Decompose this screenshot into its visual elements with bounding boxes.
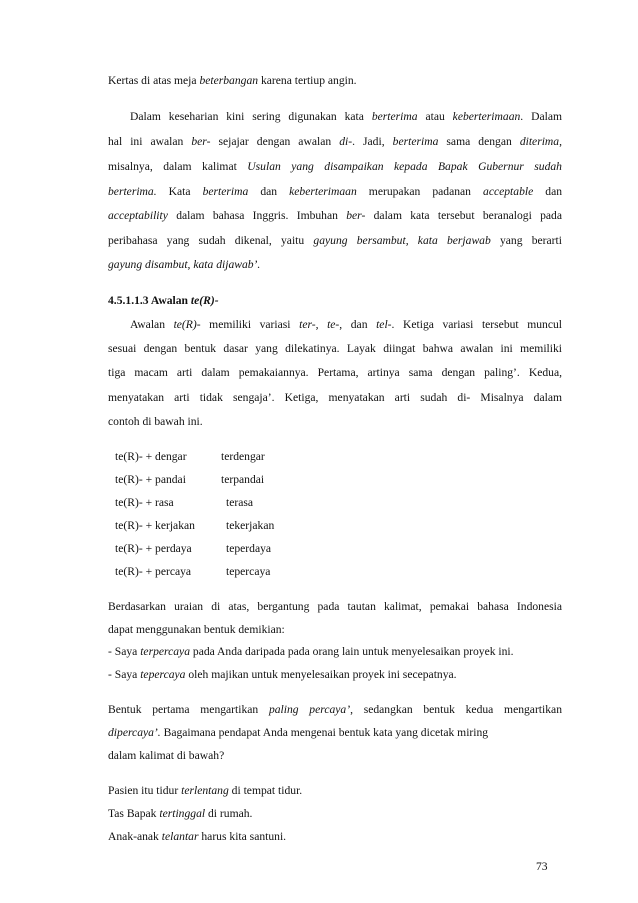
page-number: 73 [536,860,548,873]
question-sentence: Pasien itu tidur terlentang di tempat tidur. [108,784,303,797]
paragraph-berdasar-line-2: dapat menggunakan bentuk demikian: [108,623,285,636]
paragraph-ter-line-2: sesuai dengan bentuk dasar yang dilekatinya. Layak diingat bahwa awalan ini memiliki [108,342,562,355]
paragraph-ter-line-4: menyatakan arti tidak sengaja’. Ketiga, menyatakan arti sudah di- Misalnya dalam [108,391,562,404]
section-heading: 4.5.1.1.3 Awalan te(R)- [108,294,219,307]
paragraph-berterima-line-3: misalnya, dalam kalimat Usulan yang disampaikan kepada Bapak Gubernur sudah [108,160,562,173]
paragraph-berterima-line-5: acceptability dalam bahasa Inggris. Imbuhan ber- dalam kata tersebut beranalogi pada [108,209,562,222]
example-sentence-tepercaya: - Saya tepercaya oleh majikan untuk menyelesaikan proyek ini secepatnya. [108,668,457,681]
paragraph-bentuk-line-3: dalam kalimat di bawah? [108,749,225,762]
paragraph-bentuk-line-1: Bentuk pertama mengartikan paling percaya’, sedangkan bentuk kedua mengartikan [108,703,562,716]
paragraph-ter-line-1: Awalan te(R)- memiliki variasi ter-, te-, dan tel-. Ketiga variasi tersebut muncul [130,318,562,331]
example-row: te(R)- + percaya tepercaya [115,565,271,578]
paragraph-berterima-line-7: gayung disambut, kata dijawab’. [108,258,261,271]
example-row: te(R)- + dengar terdengar [115,450,265,463]
question-sentence: Tas Bapak tertinggal di rumah. [108,807,253,820]
paragraph-berterima-line-1: Dalam keseharian kini sering digunakan kata berterima atau keberterimaan. Dalam [130,110,562,123]
paragraph-berdasar-line-1: Berdasarkan uraian di atas, bergantung pada tautan kalimat, pemakai bahasa Indonesia [108,600,562,613]
paragraph-ter-line-3: tiga macam arti dalam pemakaiannya. Pertama, artinya sama dengan paling’. Kedua, [108,366,562,379]
example-row: te(R)- + rasa terasa [115,496,254,509]
intro-sentence: Kertas di atas meja beterbangan karena tertiup angin. [108,74,357,87]
example-row: te(R)- + kerjakan tekerjakan [115,519,275,532]
question-sentence: Anak-anak telantar harus kita santuni. [108,830,287,843]
paragraph-bentuk-line-2: dipercaya’. Bagaimana pendapat Anda mengenai bentuk kata yang dicetak miring [108,726,489,739]
paragraph-berterima-line-4: berterima. Kata berterima dan keberterimaan merupakan padanan acceptable dan [108,185,562,198]
paragraph-ter-line-5: contoh di bawah ini. [108,415,203,428]
example-row: te(R)- + perdaya teperdaya [115,542,272,555]
paragraph-berterima-line-6: peribahasa yang sudah dikenal, yaitu gayung bersambut, kata berjawab yang berarti [108,234,562,247]
example-sentence-terpercaya: - Saya terpercaya pada Anda daripada pada orang lain untuk menyelesaikan proyek ini. [108,645,514,658]
paragraph-berterima-line-2: hal ini awalan ber- sejajar dengan awalan di-. Jadi, berterima sama dengan diterima, [108,135,562,148]
example-row: te(R)- + pandai terpandai [115,473,265,486]
